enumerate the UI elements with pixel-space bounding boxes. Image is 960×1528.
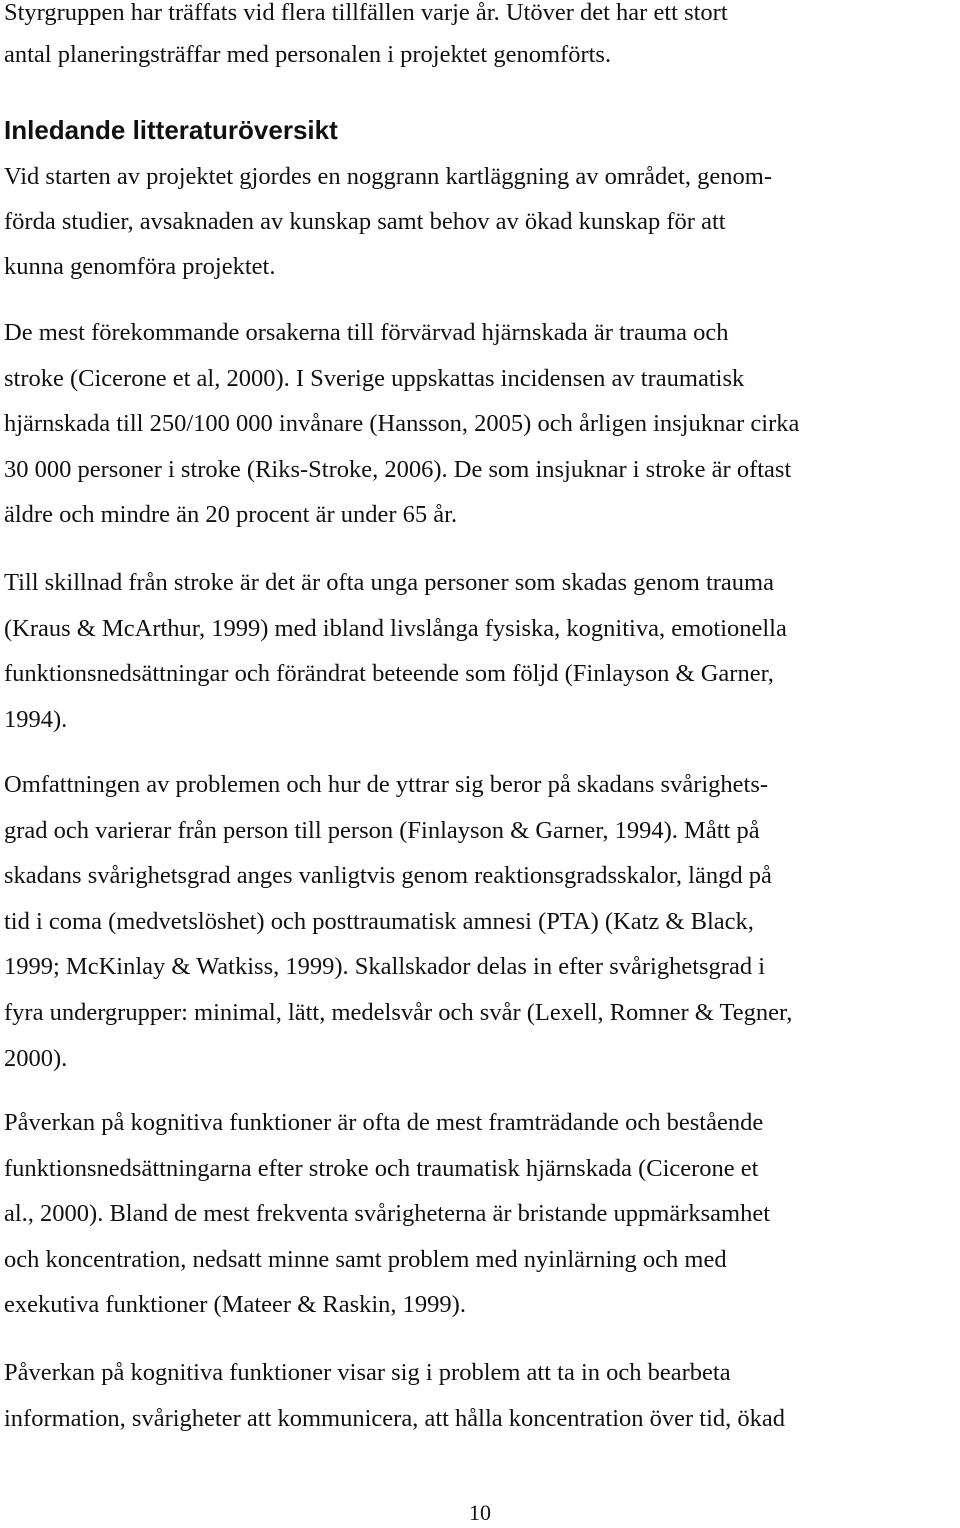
paragraph-causes: [4, 310, 956, 538]
text-line: funktionsnedsättningarna efter stroke och traumatisk hjärnskada (Cicerone et: [4, 1154, 759, 1182]
paragraph-cognitive: [4, 1100, 956, 1328]
text-line: (Kraus & McArthur, 1999) med ibland livslånga fysiska, kognitiva, emotionella: [4, 614, 787, 642]
text-line: Påverkan på kognitiva funktioner är ofta de mest framträdande och bestående: [4, 1109, 764, 1136]
text-line: 1999; McKinlay & Watkiss, 1999). Skallskador delas in efter svårighetsgrad i: [4, 953, 766, 981]
text-line: Till skillnad från stroke är det är ofta unga personer som skadas genom trauma: [4, 569, 774, 596]
text-line: De mest förekommande orsakerna till förvärvad hjärnskada är trauma och: [4, 319, 729, 346]
text-line: tid i coma (medvetslöshet) och posttraumatisk amnesi (PTA) (Katz & Black,: [4, 907, 754, 935]
text-line: information, svårigheter att kommunicera, att hålla koncentration över tid, ökad: [4, 1404, 786, 1432]
text-line: antal planeringsträffar med personalen i projektet genomförts.: [4, 41, 612, 68]
heading-text: Inledande litteraturöversikt: [4, 115, 338, 145]
text-line: exekutiva funktioner (Mateer & Raskin, 1999).: [4, 1291, 466, 1319]
paragraph-trauma: [4, 560, 956, 742]
text-line: Vid starten av projektet gjordes en noggrann kartläggning av området, genom-: [4, 163, 773, 190]
text-line: funktionsnedsättningar och förändrat beteende som följd (Finlayson & Garner,: [4, 660, 774, 688]
text-line: 30 000 personer i stroke (Riks-Stroke, 2006). De som insjuknar i stroke är oftast: [4, 455, 792, 483]
text-line: förda studier, avsaknaden av kunskap samt behov av ökad kunskap för att: [4, 208, 726, 235]
text-line: äldre och mindre än 20 procent är under 65 år.: [4, 501, 458, 529]
intro-paragraph: [4, 0, 956, 76]
text-line: 2000).: [4, 1044, 68, 1072]
text-line: och koncentration, nedsatt minne samt problem med nyinlärning och med: [4, 1245, 727, 1273]
text-line: stroke (Cicerone et al, 2000). I Sverige uppskattas incidensen av traumatisk: [4, 364, 745, 392]
text-line: Påverkan på kognitiva funktioner visar sig i problem att ta in och bearbeta: [4, 1359, 731, 1386]
text-line: grad och varierar från person till person (Finlayson & Garner, 1994). Mått på: [4, 816, 760, 844]
text-line: skadans svårighetsgrad anges vanligtvis genom reaktionsgradsskalor, längd på: [4, 862, 772, 890]
text-line: kunna genomföra projektet.: [4, 253, 276, 280]
text-line: al., 2000). Bland de mest frekventa svårigheterna är bristande uppmärksamhet: [4, 1200, 771, 1228]
text-line: fyra undergrupper: minimal, lätt, medelsvår och svår (Lexell, Romner & Tegner,: [4, 998, 793, 1026]
paragraph-cognitive-effects: [4, 1350, 956, 1441]
section-heading: [4, 110, 956, 150]
text-line: Styrgruppen har träffats vid flera tillfällen varje år. Utöver det har ett stort: [4, 0, 728, 26]
text-line: hjärnskada till 250/100 000 invånare (Hansson, 2005) och årligen insjuknar cirka: [4, 410, 800, 438]
text-line: 1994).: [4, 705, 68, 733]
page-number: 10: [469, 1500, 491, 1525]
text-line: Omfattningen av problemen och hur de yttrar sig beror på skadans svårighets-: [4, 771, 769, 798]
paragraph-severity: [4, 762, 956, 1081]
section-intro-paragraph: [4, 154, 956, 289]
